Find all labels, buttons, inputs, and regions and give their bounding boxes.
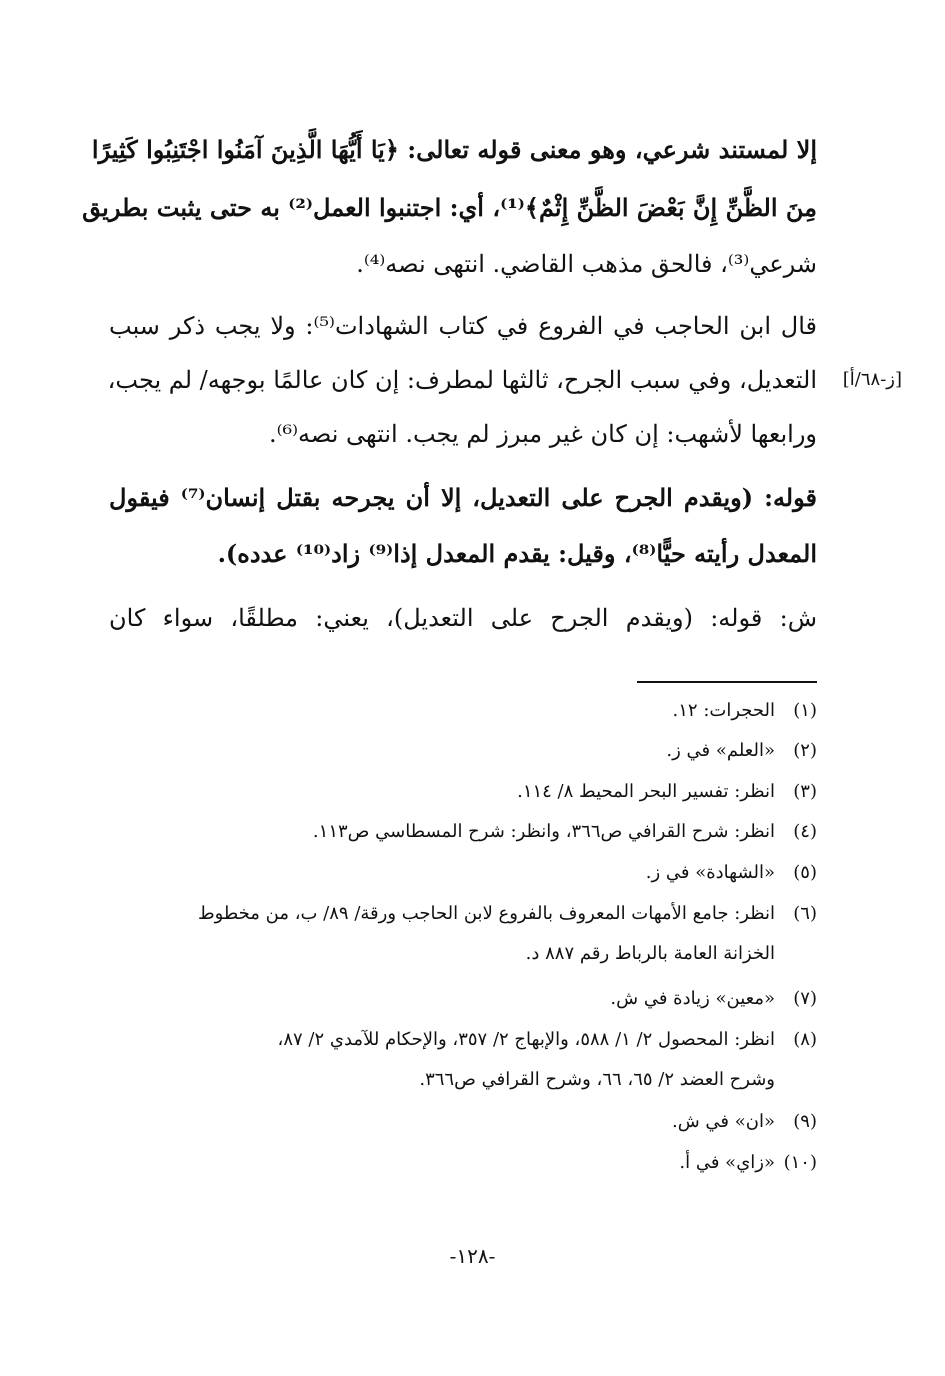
- footnote-2: (٢)«العلم» في ز.: [666, 740, 817, 761]
- body-line-7: قوله: (ويقدم الجرح على التعديل، إلا أن يجرحه بقتل إنسان⁽⁷⁾ فيقول: [109, 483, 817, 512]
- body-line-3: شرعي⁽³⁾، فالحق مذهب القاضي. انتهى نصه⁽⁴⁾.: [356, 250, 817, 278]
- manuscript-folio-note: [ز-٦٨/أ]: [842, 369, 902, 390]
- footnote-3: (٣)انظر: تفسير البحر المحيط ٨/ ١١٤.: [517, 781, 817, 802]
- body-line-9: ش: قوله: (ويقدم الجرح على التعديل)، يعني: مطلقًا، سواء كان: [109, 604, 817, 632]
- footnote-8: (٨)انظر: المحصول ٢/ ١/ ٥٨٨، والإبهاج ٢/ ٣٥٧، والإحكام للآمدي ٢/ ٨٧،: [277, 1029, 817, 1050]
- body-line-2: مِنَ الظَّنِّ إِنَّ بَعْضَ الظَّنِّ إِثْمٌ﴾⁽¹⁾، أي: اجتنبوا العمل⁽²⁾ به حتى يثبت بطريق: [82, 193, 817, 222]
- footnote-10: (١٠)«زاي» في أ.: [679, 1152, 817, 1173]
- footnote-6: (٦)انظر: جامع الأمهات المعروف بالفروع لابن الحاجب ورقة/ ٨٩/ ب، من مخطوط: [197, 903, 817, 924]
- page-number: -١٢٨-: [449, 1244, 496, 1268]
- footnote-6-continued: الخزانة العامة بالرباط رقم ٨٨٧ د.: [525, 943, 775, 964]
- footnote-5: (٥)«الشهادة» في ز.: [645, 862, 817, 883]
- footnote-1: (١)الحجرات: ١٢.: [672, 700, 817, 721]
- footnote-divider: [637, 681, 817, 683]
- footnote-8-continued: وشرح العضد ٢/ ٦٥، ٦٦، وشرح القرافي ص٣٦٦.: [419, 1069, 775, 1090]
- body-line-4: قال ابن الحاجب في الفروع في كتاب الشهادات⁽⁵⁾: ولا يجب ذكر سبب: [109, 312, 817, 340]
- body-line-1: إلا لمستند شرعي، وهو معنى قوله تعالى: ﴿يَا أَيُّهَا الَّذِينَ آمَنُوا اجْتَنِبُوا كَثِيرًا: [91, 135, 817, 164]
- body-line-5: التعديل، وفي سبب الجرح، ثالثها لمطرف: إن كان عالمًا بوجهه/ لم يجب،: [107, 366, 817, 394]
- footnote-4: (٤)انظر: شرح القرافي ص٣٦٦، وانظر: شرح المسطاسي ص١١٣.: [312, 821, 817, 842]
- footnote-9: (٩)«ان» في ش.: [672, 1111, 817, 1132]
- body-line-8: المعدل رأيته حيًّا⁽⁸⁾، وقيل: يقدم المعدل إذا⁽⁹⁾ زاد⁽¹⁰⁾ عدده).: [217, 539, 817, 568]
- footnote-7: (٧)«معين» زيادة في ش.: [610, 988, 817, 1009]
- body-line-6: ورابعها لأشهب: إن كان غير مبرز لم يجب. انتهى نصه⁽⁶⁾.: [269, 420, 817, 448]
